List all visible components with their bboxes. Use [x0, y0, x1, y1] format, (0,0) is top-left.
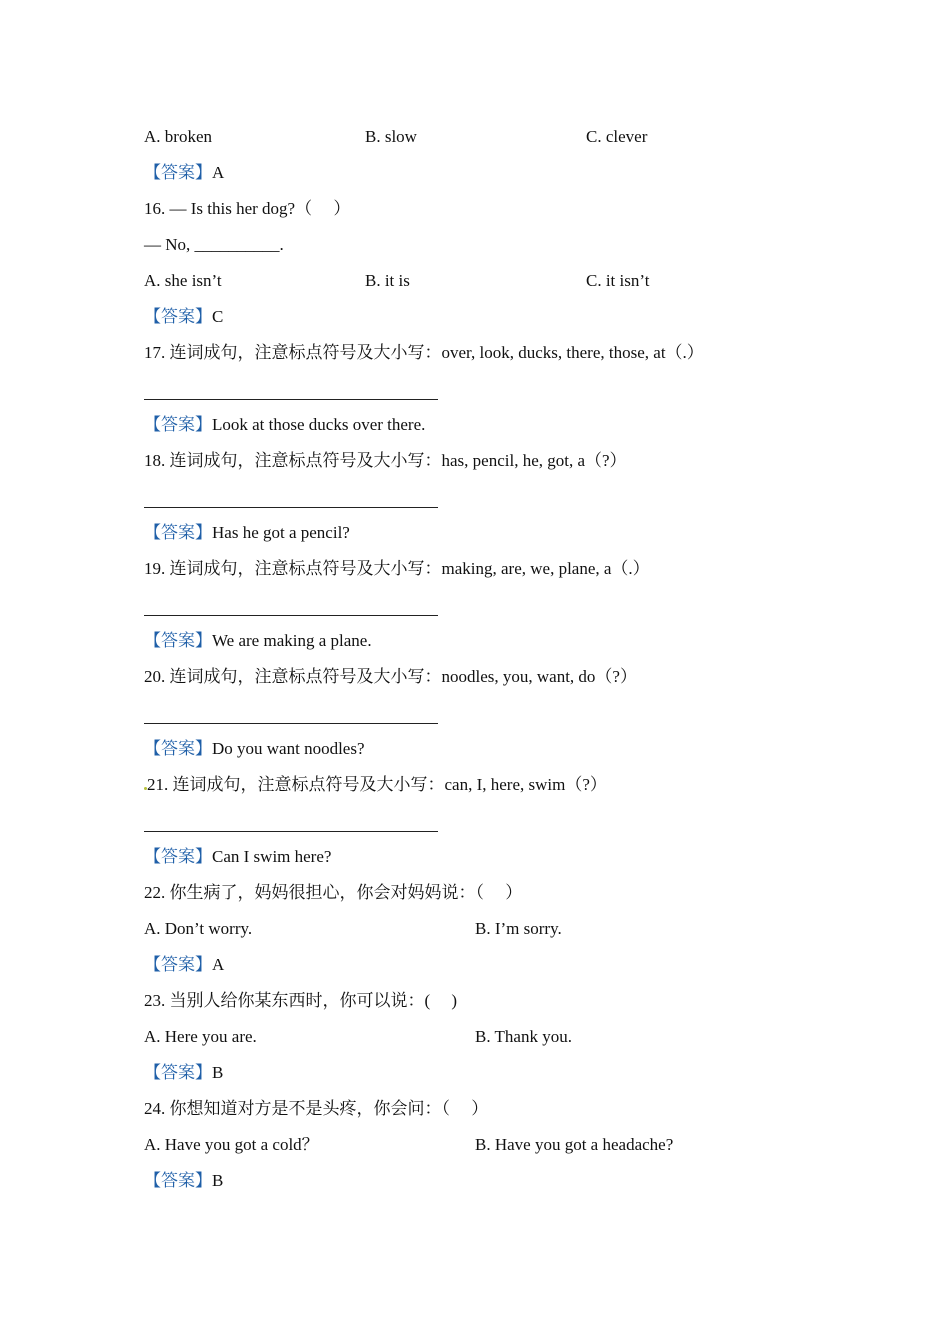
answer-open-bracket: 【 [144, 163, 161, 182]
q17-answer-blank [144, 399, 438, 400]
q15-option-c: C. clever [586, 127, 648, 146]
q20-answer-blank [144, 723, 438, 724]
answer-label: 答案 [161, 1063, 195, 1082]
q22-option-a: A. Don’t worry. [144, 919, 253, 938]
q20-answer-value: Do you want noodles? [212, 739, 365, 758]
q19-answer-value: We are making a plane. [212, 631, 372, 650]
q18-answer-blank [144, 507, 438, 508]
q21-question: 21. 连词成句，注意标点符号及大小写：can, I, here, swim（?） [147, 775, 607, 794]
answer-close-bracket: 】 [195, 163, 212, 182]
q22-question: 22. 你生病了，妈妈很担心，你会对妈妈说：（ ） [144, 883, 523, 902]
q21-answer-row [144, 846, 331, 868]
q16-answer-row [144, 306, 223, 328]
q24-answer-row [144, 1170, 223, 1192]
answer-close-bracket: 】 [195, 847, 212, 866]
q20-answer-row [144, 738, 365, 760]
q15-option-b: B. slow [365, 127, 417, 146]
answer-open-bracket: 【 [144, 523, 161, 542]
q17-answer-row [144, 414, 425, 436]
q18-question: 18. 连词成句，注意标点符号及大小写：has, pencil, he, got, a（?） [144, 451, 627, 470]
answer-close-bracket: 】 [195, 631, 212, 650]
q23-option-b: B. Thank you. [475, 1027, 572, 1046]
q23-answer-value: B [212, 1063, 224, 1082]
q19-question: 19. 连词成句，注意标点符号及大小写：making, are, we, plane, a（.） [144, 559, 650, 578]
q20-question: 20. 连词成句，注意标点符号及大小写：noodles, you, want, do（?） [144, 667, 637, 686]
q17-question: 17. 连词成句，注意标点符号及大小写：over, look, ducks, there, those, at（.） [144, 343, 704, 362]
q16-option-a: A. she isn’t [144, 271, 222, 290]
q23-option-a: A. Here you are. [144, 1027, 257, 1046]
q24-question: 24. 你想知道对方是不是头疼，你会问：（ ） [144, 1099, 489, 1118]
q16-option-c: C. it isn’t [586, 271, 650, 290]
answer-label: 答案 [161, 739, 195, 758]
q17-answer-value: Look at those ducks over there. [212, 415, 426, 434]
answer-close-bracket: 】 [195, 1063, 212, 1082]
q16-line2: — No, __________. [144, 235, 284, 254]
q18-answer-row [144, 522, 350, 544]
answer-close-bracket: 】 [195, 415, 212, 434]
q19-answer-row [144, 630, 372, 652]
q15-answer-value: A [212, 163, 225, 182]
answer-close-bracket: 】 [195, 523, 212, 542]
answer-close-bracket: 】 [195, 739, 212, 758]
answer-label: 答案 [161, 163, 195, 182]
answer-close-bracket: 】 [195, 307, 212, 326]
answer-open-bracket: 【 [144, 415, 161, 434]
answer-label: 答案 [161, 631, 195, 650]
answer-open-bracket: 【 [144, 1063, 161, 1082]
q15-answer-row [144, 162, 224, 184]
answer-label: 答案 [161, 307, 195, 326]
q22-answer-row [144, 954, 224, 976]
q21-question-row [144, 774, 607, 796]
q23-answer-row [144, 1062, 223, 1084]
answer-open-bracket: 【 [144, 307, 161, 326]
q16-answer-value: C [212, 307, 224, 326]
answer-label: 答案 [161, 847, 195, 866]
q18-answer-value: Has he got a pencil? [212, 523, 350, 542]
answer-close-bracket: 】 [195, 955, 212, 974]
answer-label: 答案 [161, 523, 195, 542]
answer-open-bracket: 【 [144, 1171, 161, 1190]
q21-answer-blank [144, 831, 438, 832]
q24-option-b: B. Have you got a headache? [475, 1135, 674, 1154]
q22-option-b: B. I’m sorry. [475, 919, 562, 938]
answer-open-bracket: 【 [144, 739, 161, 758]
q19-answer-blank [144, 615, 438, 616]
q16-question: 16. — Is this her dog?（ ） [144, 199, 351, 218]
answer-close-bracket: 】 [195, 1171, 212, 1190]
answer-label: 答案 [161, 955, 195, 974]
answer-label: 答案 [161, 415, 195, 434]
q16-option-b: B. it is [365, 271, 410, 290]
answer-open-bracket: 【 [144, 631, 161, 650]
answer-label: 答案 [161, 1171, 195, 1190]
answer-open-bracket: 【 [144, 847, 161, 866]
q24-option-a: A. Have you got a cold？ [144, 1135, 319, 1154]
q24-answer-value: B [212, 1171, 224, 1190]
q21-answer-value: Can I swim here? [212, 847, 332, 866]
q22-answer-value: A [212, 955, 225, 974]
q15-option-a: A. broken [144, 127, 212, 146]
answer-open-bracket: 【 [144, 955, 161, 974]
q23-question: 23. 当别人给你某东西时，你可以说：( ) [144, 991, 458, 1010]
